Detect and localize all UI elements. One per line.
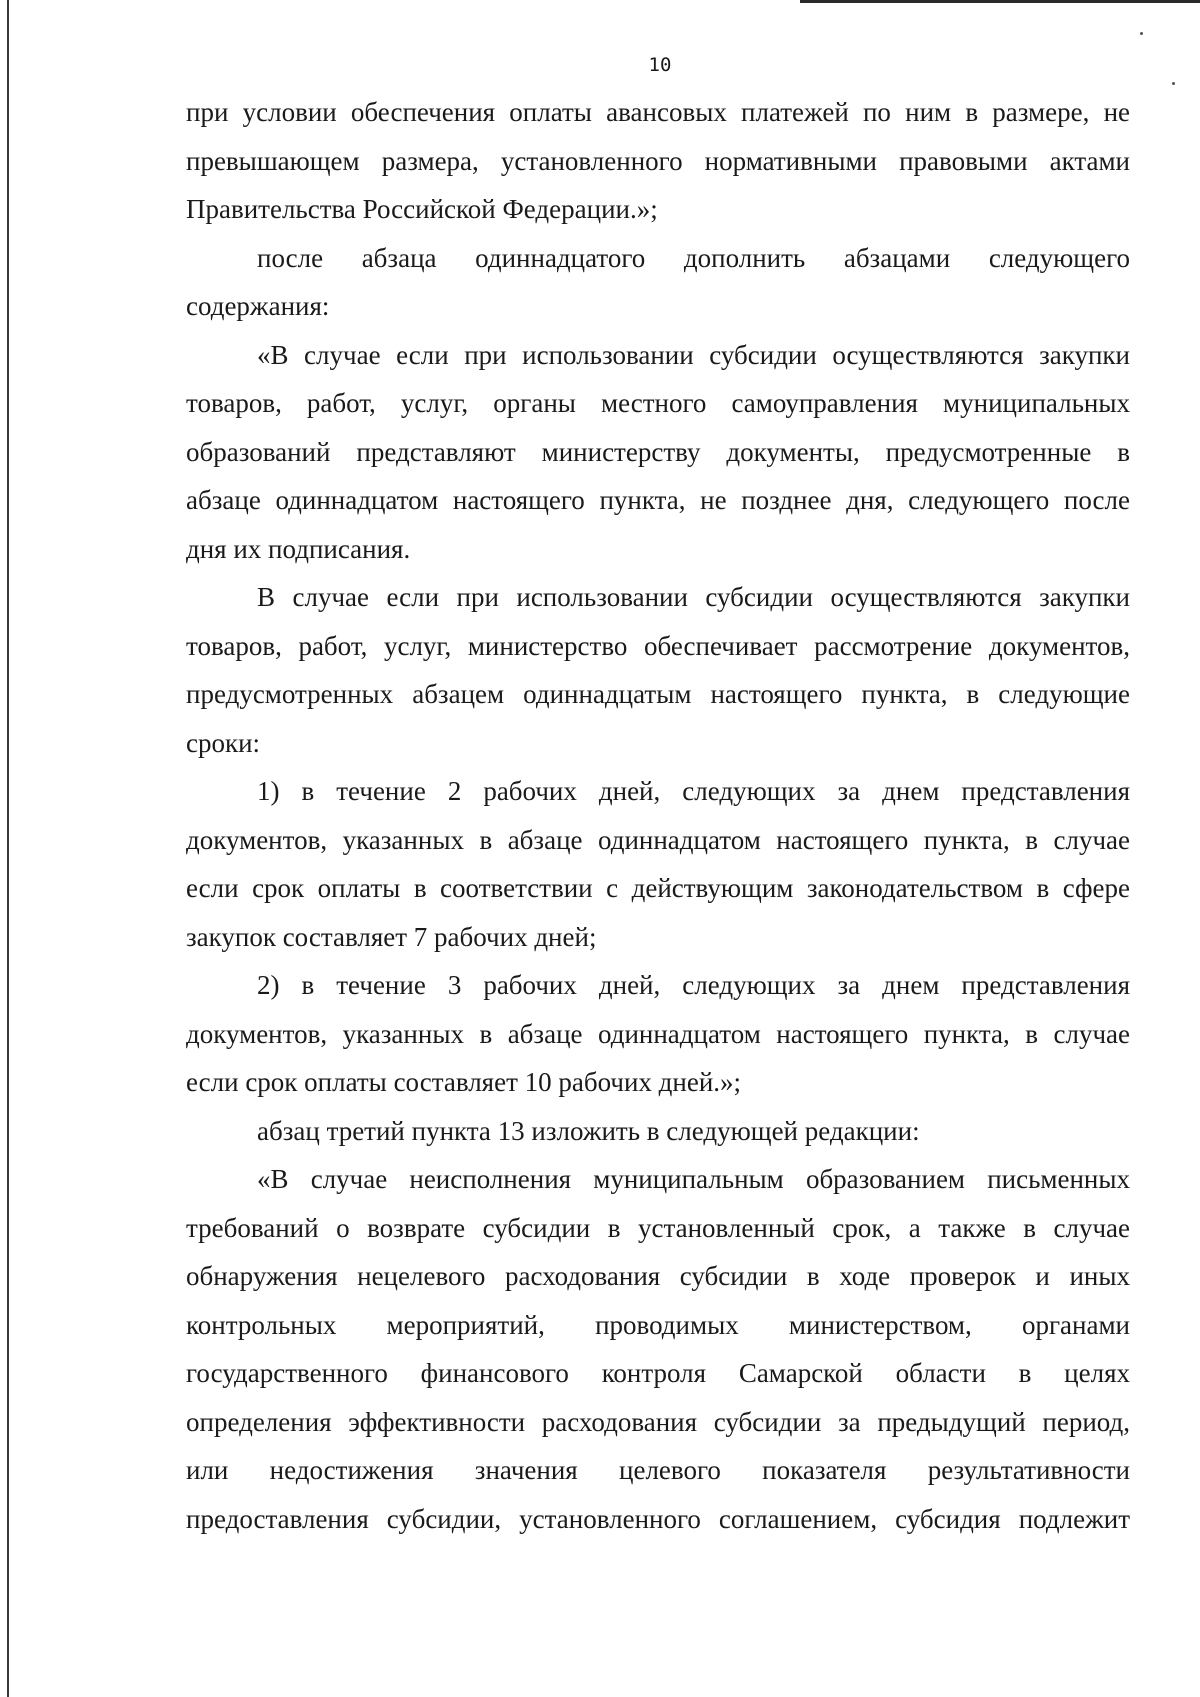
text-line: «В случае неисполнения муниципальным образованием письменных — [257, 1164, 1130, 1194]
document-body — [186, 88, 1130, 1543]
text-line: требований о возврате субсидии в установленный срок, а также в случае — [186, 1212, 1130, 1243]
scan-edge-left — [7, 0, 9, 1697]
scan-edge-top — [800, 0, 1200, 3]
text-line: абзац третий пункта 13 изложить в следующей редакции: — [257, 1115, 920, 1146]
text-line: дня их подписания. — [186, 533, 411, 564]
text-line: контрольных мероприятий, проводимых министерством, органами — [186, 1309, 1130, 1340]
text-line: содержания: — [186, 291, 330, 321]
text-line: товаров, работ, услуг, органы местного самоуправления муниципальных — [186, 388, 1130, 418]
text-line: государственного финансового контроля Самарской области в целях — [186, 1358, 1130, 1388]
text-line: при условии обеспечения оплаты авансовых платежей по ним в размере, не — [186, 97, 1130, 127]
text-line: В случае если при использовании субсидии осуществляются закупки — [257, 582, 1130, 612]
page-number: 10 — [648, 54, 672, 76]
text-line: или недостижения значения целевого показателя результативности — [186, 1455, 1130, 1485]
text-line: образований представляют министерству документы, предусмотренные в — [186, 436, 1130, 467]
text-line: определения эффективности расходования субсидии за предыдущий период, — [186, 1406, 1130, 1437]
text-line: абзаце одиннадцатом настоящего пункта, не позднее дня, следующего после — [186, 485, 1130, 515]
text-line: закупок составляет 7 рабочих дней; — [186, 921, 597, 952]
scan-speck — [1172, 82, 1175, 85]
text-line: обнаружения нецелевого расходования субсидии в ходе проверок и иных — [186, 1261, 1130, 1291]
text-line: товаров, работ, услуг, министерство обеспечивает рассмотрение документов, — [186, 630, 1130, 661]
text-line: если срок оплаты в соответствии с действующим законодательством в сфере — [186, 873, 1130, 903]
scan-speck — [1140, 32, 1143, 35]
text-line: «В случае если при использовании субсидии осуществляются закупки — [257, 339, 1130, 370]
text-line: превышающем размера, установленного нормативными правовыми актами — [186, 145, 1130, 176]
text-line: 1) в течение 2 рабочих дней, следующих за днем представления — [257, 776, 1130, 806]
text-line: 2) в течение 3 рабочих дней, следующих за днем представления — [257, 970, 1130, 1000]
text-line: после абзаца одиннадцатого дополнить абзацами следующего — [257, 242, 1130, 273]
text-line: предусмотренных абзацем одиннадцатым настоящего пункта, в следующие — [186, 679, 1130, 709]
text-line: документов, указанных в абзаце одиннадцатом настоящего пункта, в случае — [186, 1018, 1130, 1049]
text-line: предоставления субсидии, установленного соглашением, субсидия подлежит — [186, 1503, 1130, 1534]
text-line: сроки: — [186, 727, 261, 758]
text-line: Правительства Российской Федерации.»; — [186, 194, 658, 224]
text-line: если срок оплаты составляет 10 рабочих дней.»; — [186, 1067, 742, 1097]
text-line: документов, указанных в абзаце одиннадцатом настоящего пункта, в случае — [186, 824, 1130, 855]
